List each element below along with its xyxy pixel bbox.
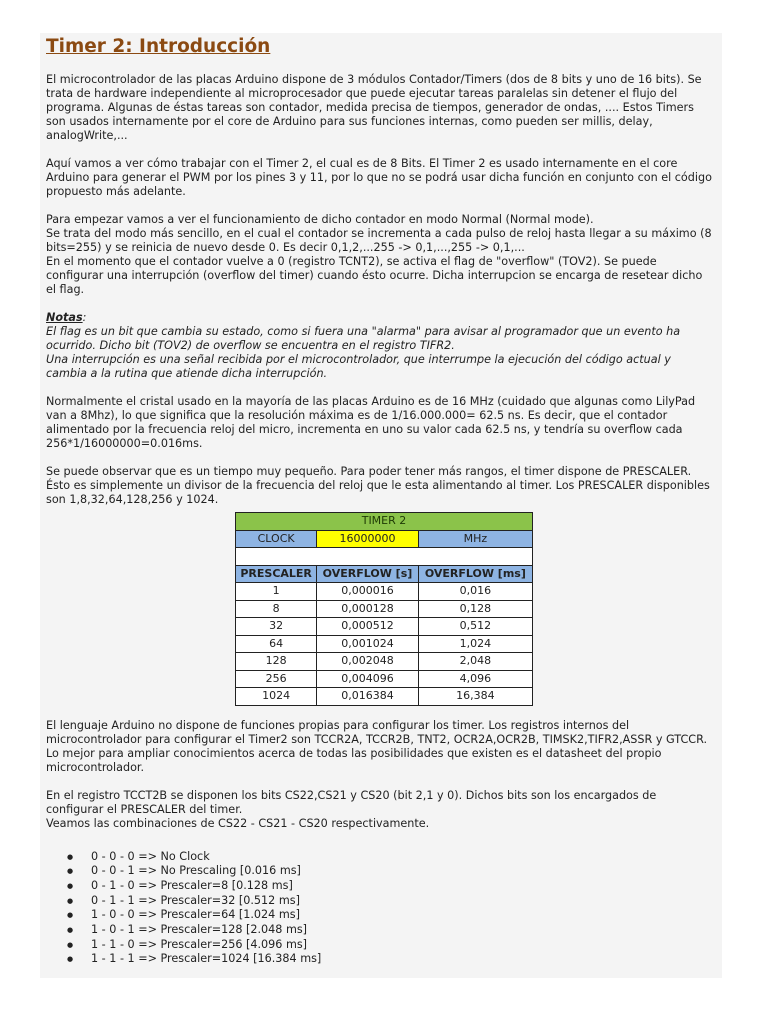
notes-colon: : (82, 311, 87, 324)
table-row (236, 600, 533, 618)
table-header-row (236, 565, 533, 583)
header-overflow-s: OVERFLOW [s] (317, 565, 418, 583)
cell-overflow-ms: 0,128 (418, 600, 532, 618)
list-item: ● 1 - 0 - 1 => Prescaler=128 [2.048 ms] (91, 923, 714, 938)
table-title-row (236, 513, 533, 531)
table-clock-row (236, 530, 533, 548)
clock-label: CLOCK (236, 530, 317, 548)
cell-overflow-ms: 4,096 (418, 670, 532, 688)
bits-paragraph-1: En el registro TCCT2B se disponen los bits CS22,CS21 y CS20 (bit 2,1 y 0). Dichos bits son los encargados de configurar el PRESCALER del timer. (46, 788, 657, 816)
notes-flag: El flag es un bit que cambia su estado, como si fuera una "alarma" para avisar al programador que un evento ha ocurrido. Dicho bit (TOV2) de overflow se encuentra en el registro TIFR2. (46, 325, 681, 352)
table-row (236, 635, 533, 653)
normal-mode-paragraph-3: En el momento que el contador vuelve a 0 (registro TCNT2), se activa el flag de "overflow" (TOV2). Se puede configurar una interrupción (overflow del timer) cuando ésto ocurre. Dicha interrupcion se encarga de resetear dicho el flag. (46, 255, 703, 296)
bits-paragraph-2: Veamos las combinaciones de CS22 - CS21 - CS20 respectivamente. (46, 816, 430, 830)
table-spacer (236, 548, 533, 566)
table-spacer-row (236, 548, 533, 566)
list-item: ● 1 - 0 - 0 => Prescaler=64 [1.024 ms] (91, 908, 714, 923)
header-overflow-ms: OVERFLOW [ms] (418, 565, 532, 583)
cell-overflow-s: 0,004096 (317, 670, 418, 688)
combinations-list (46, 850, 714, 968)
cell-prescaler: 32 (236, 618, 317, 636)
table-row (236, 618, 533, 636)
cell-overflow-ms: 0,512 (418, 618, 532, 636)
intro-paragraph: El microcontrolador de las placas Arduino dispone de 3 módulos Contador/Timers (dos de 8 bits y uno de 16 bits). Se trata de hardware independiente al microprocesador que puede ejecutar tareas paralelas sin detener el flujo del programa. Algunas de éstas tareas son contador, medida precisa de tiempos, generador de ondas, .... Estos Timers son usados internamente por el core de Arduino para sus funciones internas, como pueden ser millis, delay, analogWrite,... (46, 73, 702, 142)
page-title: Timer 2: Introducción (46, 36, 271, 57)
list-item: ● 0 - 0 - 0 => No Clock (91, 850, 714, 865)
notes-interrupt: Una interrupción es una señal recibida por el microcontrolador, que interrumpe la ejecución del código actual y cambia a la rutina que atiende dicha interrupción. (46, 353, 671, 380)
normal-mode-paragraph-2: Se trata del modo más sencillo, en el cual el contador se incrementa a cada pulso de reloj hasta llegar a su máximo (8 bits=255) y se reinicia de nuevo desde 0. Es decir 0,1,2,...255 -> 0,1,...,255 -> 0,1,... (46, 227, 712, 254)
cell-prescaler: 1 (236, 583, 317, 601)
cell-overflow-s: 0,000128 (317, 600, 418, 618)
cell-overflow-s: 0,000512 (317, 618, 418, 636)
cell-overflow-s: 0,000016 (317, 583, 418, 601)
list-item: ● 0 - 0 - 1 => No Prescaling [0.016 ms] (91, 864, 714, 879)
cell-overflow-ms: 16,384 (418, 688, 532, 706)
header-prescaler: PRESCALER (236, 565, 317, 583)
cell-prescaler: 64 (236, 635, 317, 653)
normal-mode-paragraph-1: Para empezar vamos a ver el funcionamiento de dicho contador en modo Normal (Normal mode). (46, 213, 594, 226)
table-row (236, 653, 533, 671)
clock-value: 16000000 (317, 530, 418, 548)
cell-prescaler: 256 (236, 670, 317, 688)
document-page (40, 33, 722, 978)
cell-overflow-s: 0,001024 (317, 635, 418, 653)
cell-overflow-s: 0,016384 (317, 688, 418, 706)
timer2-paragraph: Aquí vamos a ver cómo trabajar con el Timer 2, el cual es de 8 Bits. El Timer 2 es usado internamente en el core Arduino para generar el PWM por los pines 3 y 11, por lo que no se podrá usar dicha función en conjunto con el código propuesto más adelante. (46, 157, 712, 198)
crystal-paragraph: Normalmente el cristal usado en la mayoría de las placas Arduino es de 16 MHz (cuidado que algunas como LilyPad van a 8Mhz), lo que significa que la resolución máxima es de 1/16.000.000= 62.5 ns. Es decir, que el contador alimentado por la frecuencia reloj del micro, incrementa en uno su valor cada 62.5 ns, y tendría su overflow cada 256*1/16000000=0.016ms. (46, 395, 696, 450)
cell-prescaler: 128 (236, 653, 317, 671)
table-row (236, 670, 533, 688)
list-item: ● 1 - 1 - 1 => Prescaler=1024 [16.384 ms] (91, 952, 714, 967)
cell-prescaler: 1024 (236, 688, 317, 706)
list-item: ● 1 - 1 - 0 => Prescaler=256 [4.096 ms] (91, 938, 714, 953)
cell-overflow-ms: 0,016 (418, 583, 532, 601)
registers-paragraph: El lenguaje Arduino no dispone de funciones propias para configurar los timer. Los registros internos del microcontrolador para configurar el Timer2 son TCCR2A, TCCR2B, TNT2, OCR2A,OCR2B, TIMSK2,TIFR2,ASSR y GTCCR. Lo mejor para ampliar conocimientos acerca de todas las posibilidades que existen es el datasheet del propio microcontrolador. (46, 718, 708, 774)
cell-overflow-s: 0,002048 (317, 653, 418, 671)
table-title: TIMER 2 (236, 513, 533, 531)
list-item: ● 0 - 1 - 1 => Prescaler=32 [0.512 ms] (91, 894, 714, 909)
table-row (236, 688, 533, 706)
table-row (236, 583, 533, 601)
notes-block (46, 311, 714, 381)
notes-title: Notas (46, 311, 83, 324)
clock-unit: MHz (418, 530, 532, 548)
cell-overflow-ms: 1,024 (418, 635, 532, 653)
list-item: ● 0 - 1 - 0 => Prescaler=8 [0.128 ms] (91, 879, 714, 894)
cell-overflow-ms: 2,048 (418, 653, 532, 671)
document-content (46, 33, 714, 967)
timer2-table (235, 512, 533, 706)
cell-prescaler: 8 (236, 600, 317, 618)
prescaler-paragraph: Se puede observar que es un tiempo muy pequeño. Para poder tener más rangos, el timer dispone de PRESCALER. Ésto es simplemente un divisor de la frecuencia del reloj que le esta alimentando al timer. Los PRESCALER disponibles son 1,8,32,64,128,256 y 1024. (46, 465, 710, 506)
